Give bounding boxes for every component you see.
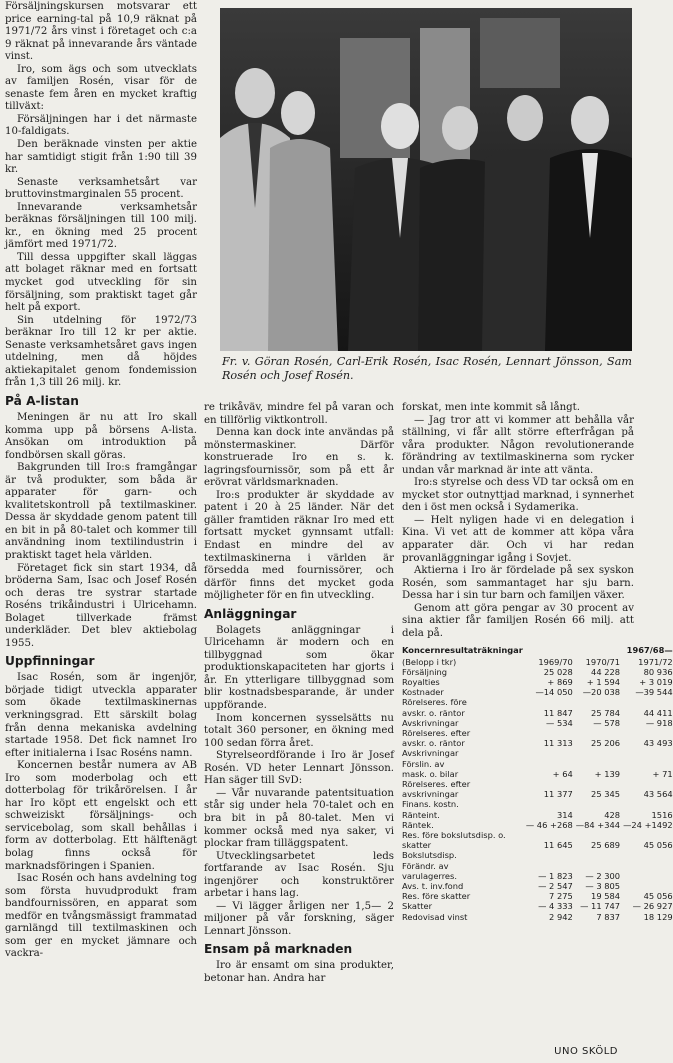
table-row <box>402 728 673 738</box>
row-label: Försäljning <box>402 666 448 677</box>
row-value <box>573 759 620 769</box>
paragraph: Styrelseordförande i Iro är Josef Rosén. VD heter Lennart Jönsson. Han säger till SvD: <box>204 750 394 787</box>
row-value <box>573 850 620 860</box>
row-label: Ränteint. <box>402 809 440 820</box>
row-label: Res. före skatter <box>402 891 471 902</box>
row-value <box>523 861 573 871</box>
row-value: — 918 <box>645 717 673 728</box>
row-value: 25 028 <box>543 666 573 677</box>
row-label: avskrivningar <box>402 789 459 800</box>
row-value: 44 228 <box>591 666 621 677</box>
paragraph: Denna kan dock inte användas på mönstermaskiner. Därför konstruerade Iro en s. k. lagringsfournissör, som på ett år erövrat världsmarknaden. <box>204 427 394 489</box>
row-value <box>620 881 673 891</box>
row-label: avskr. o. räntor <box>402 738 465 749</box>
table-unit: (Belopp i tkr) <box>402 656 457 667</box>
row-value: — 2 547 <box>538 881 573 892</box>
row-label: avskr. o. räntor <box>402 707 465 718</box>
paragraph: Senaste verksamhetsårt var bruttovinstmarginalen 55 procent. <box>5 176 197 201</box>
row-value <box>573 728 620 738</box>
paragraph: Den beräknade vinsten per aktie har samtidigt stigit från 1:90 till 39 kr. <box>5 139 197 176</box>
row-value <box>573 861 620 871</box>
table-row <box>402 891 673 901</box>
paragraph: Försäljningen har i det närmaste 10-faldigats. <box>5 113 197 138</box>
row-value: — 26 927 <box>632 901 673 912</box>
row-value <box>620 697 673 707</box>
row-label: Kostnader <box>402 687 444 698</box>
row-value: + 869 <box>547 677 573 687</box>
row-value: 25 689 <box>591 840 621 851</box>
row-value: —14 050 <box>535 687 573 698</box>
table-row <box>402 697 673 707</box>
table-year: 1971/72 <box>638 656 673 667</box>
row-value: 43 493 <box>643 738 673 749</box>
row-value: —84 +344 <box>575 819 621 830</box>
paragraph: Sin utdelning för 1972/73 beräknar Iro till 12 kr per aktie. Senaste verksamhetsåret gavs ingen utdelning, men då höjdes aktiekapitalet genom fondemission från 1,3 till 26 milj. kr. <box>5 314 197 389</box>
row-value: + 1 594 <box>586 677 621 687</box>
row-value <box>620 748 673 758</box>
table-year: 1969/70 <box>538 656 573 667</box>
table-row <box>402 667 673 677</box>
row-label: Redovisad vinst <box>402 911 468 922</box>
group-photo-illustration <box>220 8 632 351</box>
results-table <box>402 645 673 921</box>
row-value: — 1 823 <box>538 870 573 881</box>
table-title: Koncernresultaträkningar <box>402 645 523 656</box>
row-label: Avskrivningar <box>402 717 459 728</box>
row-label: Royalties <box>402 677 440 687</box>
row-value <box>573 779 620 789</box>
row-value: — 11 747 <box>580 901 621 912</box>
row-value: 1516 <box>651 809 673 820</box>
photo-caption: Fr. v. Göran Rosén, Carl-Erik Rosén, Isac Rosén, Lennart Jönsson, Sam Rosén och Josef Rosén. <box>222 355 632 382</box>
paragraph: Företaget fick sin start 1934, då bröderna Sam, Isac och Josef Rosén och deras tre systrar startade Roséns trikåindustri i Ulricehamn. Bolaget tillverkade främst underkläder. Det blev aktiebolag 1955. <box>5 562 197 649</box>
row-value <box>573 799 620 809</box>
subheading: Anläggningar <box>204 606 297 621</box>
paragraph: Bakgrunden till Iro:s framgångar är två produkter, som båda är apparater för garn- och kvalitetskontroll på textilmaskiner. Dessa är skyddade genom patent till en bit in på 80-talet och kommer till användning inom textilindustrin i praktiskt taget hela världen. <box>5 462 197 561</box>
row-value: —20 038 <box>582 687 621 698</box>
table-row <box>402 820 673 830</box>
table-row <box>402 748 673 758</box>
row-label: Förändr. av <box>402 860 449 871</box>
row-value: — 534 <box>546 717 573 728</box>
row-value: 44 411 <box>643 707 673 718</box>
row-label: Rörelseres. efter <box>402 779 471 790</box>
paragraph: — Vår nuvarande patentsituation står sig under hela 70-talet och en bra bit in på 80-talet. Men vi kommer också med nya saker, vi plockar fram tilläggspatent. <box>204 787 394 850</box>
row-value <box>620 728 673 738</box>
row-value: 45 056 <box>643 840 673 851</box>
row-value: — 3 805 <box>585 881 621 892</box>
row-label: Avskrivningar <box>402 748 459 759</box>
row-label: Rörelseres. efter <box>402 728 471 739</box>
row-value <box>573 748 620 758</box>
table-row <box>402 871 673 881</box>
row-value: 7 275 <box>549 891 573 902</box>
row-value <box>523 759 573 769</box>
table-row <box>402 718 673 728</box>
row-value: 2 942 <box>549 911 573 922</box>
table-row <box>402 708 673 718</box>
row-value: —24 +1492 <box>623 819 673 830</box>
paragraph: forskat, men inte kommit så långt. <box>402 402 580 413</box>
table-row <box>402 769 673 779</box>
row-value: 25 784 <box>591 707 621 718</box>
row-value: 25 206 <box>591 738 621 749</box>
row-value <box>523 697 573 707</box>
row-label: Res. före bokslutsdisp. o. <box>402 830 506 841</box>
article-column-1 <box>5 1 197 961</box>
row-value: — 4 333 <box>538 901 573 912</box>
table-row <box>402 901 673 911</box>
row-value: 43 564 <box>643 789 673 800</box>
row-value: 11 313 <box>543 738 573 749</box>
paragraph: — Vi lägger årligen ner 1,5— 2 miljoner på vår forskning, säger Lennart Jönsson. <box>204 900 394 937</box>
subheading: Ensam på marknaden <box>204 942 353 957</box>
paragraph: Till dessa uppgifter skall läggas att bolaget räknar med en fortsatt mycket god utveckling för sin försäljning, som praktiskt taget går helt på export. <box>5 251 197 314</box>
paragraph: Meningen är nu att Iro skall komma upp på börsens A-lista. Ansökan om introduktion på fondbörsen skall göras. <box>5 411 197 461</box>
table-row <box>402 840 673 850</box>
table-row <box>402 687 673 697</box>
table-year-span: 1967/68— <box>626 645 673 656</box>
row-value <box>523 850 573 860</box>
row-value <box>523 728 573 738</box>
row-value <box>620 861 673 871</box>
table-row <box>402 759 673 769</box>
paragraph: Iro:s produkter är skyddade av patent i 20 à 25 länder. När det gäller framtiden räknar Iro med ett fortsatt mycket gynnsamt utfall: Endast en mindre del av textilmaskinerna i världen är försedda med fournissörer, och därför finns det mycket goda möjligheter för en fin utveckling. <box>204 489 394 602</box>
row-value: 428 <box>604 809 621 820</box>
table-row <box>402 779 673 789</box>
row-label: Avs. t. inv.fond <box>402 881 464 892</box>
subheading: På A-listan <box>5 393 79 408</box>
table-row <box>402 738 673 748</box>
row-value: 11 645 <box>543 840 573 851</box>
row-label: varulagerres. <box>402 870 457 881</box>
paragraph: Inom koncernen sysselsätts nu totalt 360 personer, en ökning med 100 sedan förra året. <box>204 712 394 749</box>
paragraph: — Jag tror att vi kommer att behålla vår ställning, vi får allt större efterfrågan på våra produkter. Någon revolutionerande förändring av textilmaskinerna som rycker undan vår marknad är inte att vänta. <box>402 414 634 476</box>
row-value: 25 345 <box>591 789 621 800</box>
row-value: —39 544 <box>635 687 673 698</box>
table-row <box>402 830 673 840</box>
table-row <box>402 789 673 799</box>
row-label: mask. o. bilar <box>402 768 459 779</box>
row-value: — 2 300 <box>585 870 621 881</box>
paragraph: Iro:s styrelse och dess VD tar också om en mycket stor outnyttjad marknad, i synnerhet den i öst men också i Sydamerika. <box>402 477 634 514</box>
table-body <box>402 667 673 922</box>
row-label: Finans. kostn. <box>402 799 459 810</box>
row-value: — 46 +268 <box>525 819 573 830</box>
row-value <box>620 779 673 789</box>
table-row <box>402 677 673 687</box>
row-value <box>620 871 673 881</box>
table-row <box>402 881 673 891</box>
article-column-3 <box>402 402 673 922</box>
row-value: 11 377 <box>543 789 573 800</box>
row-label: Räntek. <box>402 819 434 830</box>
row-value <box>523 779 573 789</box>
paragraph: Utvecklingsarbetet leds fortfarande av Isac Rosén. Sju ingenjörer och konstruktörer arbetar i hans lag. <box>204 850 394 900</box>
row-label: Förslin. av <box>402 758 445 769</box>
row-value: 7 837 <box>596 911 621 922</box>
paragraph: Genom att göra pengar av 30 procent av sina aktier får familjen Rosén 66 milj. att dela på. <box>402 602 634 639</box>
paragraph: Isac Rosén och hans avdelning tog som första huvudprodukt fram bandfournissören, en apparat som medför en tvångsmässigt frammatad garnlängd till textilmaskinen och som ger en mycket jämnare och vackra- <box>5 873 197 960</box>
row-value: + 71 <box>652 768 673 779</box>
table-row <box>402 799 673 809</box>
group-photo <box>220 8 632 351</box>
row-value <box>620 830 673 840</box>
row-value: 19 584 <box>591 891 621 902</box>
table-year: 1970/71 <box>585 656 621 667</box>
paragraph: Aktierna i Iro är fördelade på sex syskon Rosén, som sammantaget har sju barn. Dessa har i sin tur barn och familjen växer. <box>402 565 634 602</box>
row-value: 314 <box>556 809 573 820</box>
byline: UNO SKÖLD <box>554 1046 618 1057</box>
row-value <box>620 759 673 769</box>
row-value: 18 129 <box>643 911 673 922</box>
paragraph: re trikåväv, mindre fel på varan och en tillförlig viktkontroll. <box>204 402 394 426</box>
table-row <box>402 912 673 922</box>
paragraph: Iro, som ägs och som utvecklats av familjen Rosén, visar för de senaste fem åren en mycket kraftig tillväxt: <box>5 63 197 113</box>
subheading: Uppfinningar <box>5 654 95 669</box>
row-value: 80 936 <box>643 666 673 677</box>
paragraph: Försäljningskursen motsvarar ett price earning-tal på 10,9 räknat på 1971/72 års vinst i företaget och c:a 9 räknat på innevarande års väntade vinst. <box>5 1 197 63</box>
paragraph: Isac Rosén, som är ingenjör, började tidigt utveckla apparater som ökade textilmaskinernas verkningsgrad. Ett särskilt bolag från denna mekaniska avdelning startade 1958. Det fick namnet Iro efter initialerna i Isac Roséns namn. <box>5 672 197 759</box>
paragraph: Innevarande verksamhetsår beräknas försäljningen till 100 milj. kr., en ökning med 25 procent jämfört med 1971/72. <box>5 201 197 251</box>
table-row <box>402 810 673 820</box>
row-value <box>523 748 573 758</box>
row-value: 45 056 <box>643 891 673 902</box>
paragraph: Koncernen består numera av AB Iro som moderbolag och ett dotterbolag för trikårörelsen. I år har Iro köpt ett engelskt och ett schweiziskt försäljnings- och servicebolag, som skall behållas i form av dotterbolag. Ett hälftenägt bolag finns också för marknadsföringen i Spanien. <box>5 760 197 872</box>
table-row <box>402 850 673 860</box>
row-label: Bokslutsdisp. <box>402 850 457 861</box>
table-row <box>402 861 673 871</box>
row-label: Skatter <box>402 901 433 912</box>
row-value <box>573 697 620 707</box>
row-label: skatter <box>402 840 432 851</box>
paragraph: Iro är ensamt om sina produkter, betonar han. Andra har <box>204 960 394 984</box>
paragraph: Bolagets anläggningar i Ulricehamn är modern och en tillbyggnad som ökar produktionskapaciteten har gjorts i år. En ytterligare tillbyggnad som blir kostnadsbesparande, är under uppförande. <box>204 624 394 712</box>
row-value <box>523 799 573 809</box>
row-label: Rörelseres. före <box>402 697 467 708</box>
row-value: + 64 <box>552 768 573 779</box>
row-value: + 3 019 <box>639 677 673 687</box>
row-value <box>523 830 573 840</box>
row-value <box>620 799 673 809</box>
row-value <box>620 850 673 860</box>
row-value <box>573 830 620 840</box>
row-value: 11 847 <box>543 707 573 718</box>
row-value: — 578 <box>593 717 621 728</box>
row-value: + 139 <box>594 768 621 779</box>
paragraph: — Helt nyligen hade vi en delegation i Kina. Vi vet att de kommer att köpa våra apparater där. Och vi har redan provanläggningar igång i Sovjet. <box>402 514 634 564</box>
article-column-2 <box>204 402 394 986</box>
